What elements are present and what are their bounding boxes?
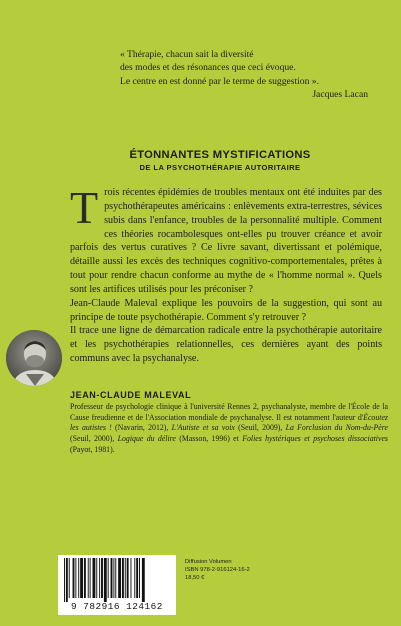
barcode-digits: 9 782916 124162 (71, 601, 163, 612)
barcode-bar (113, 558, 114, 598)
barcode-bar (80, 558, 83, 598)
title-main: ÉTONNANTES MYSTIFICATIONS (129, 149, 311, 161)
barcode-bar (90, 558, 91, 598)
epigraph-author: Jacques Lacan (312, 88, 368, 100)
barcode-bar (142, 558, 145, 602)
bio-text: (Payot, 1981). (70, 444, 115, 454)
blurb-paragraph: Il trace une ligne de démarcation radicale entre la psychothérapie autoritaire et les psychothérapies relationnelles, ces dernières ayant des points communs avec la psychanalyse. (70, 325, 382, 365)
author-bio (70, 402, 388, 456)
barcode-bar (93, 558, 96, 598)
imprint (185, 558, 335, 583)
barcode-bar (75, 558, 76, 598)
barcode-bar (111, 558, 113, 598)
bio-text: (Seuil, 2000), (70, 434, 118, 444)
blurb (70, 182, 382, 366)
epigraph-line: Le centre en est donné par le terme de suggestion ». (120, 75, 319, 87)
blurb-text: rois récentes épidémies de troubles mentaux ont été induites par des psychothérapeutes américains : enlèvements extra-terrestres, sévices subis dans l'enfance, troubles de la personnalité multiple. Comment ces théories rocambolesques ont-elles pu trouver créance et avoir parfois des vertus curatives ? Ce livre savant, divertissant et polémique, détaille aussi les excès des techniques cognitivo-comportementales, prêtes à tout pour rendre chacun conforme au mythe de « l'homme normal ». Quels sont les artifices utilisés pour les préconiser ? (70, 187, 382, 295)
blurb-paragraph: Jean-Claude Maleval explique les pouvoirs de la suggestion, qui sont au principe de toute psychothérapie. Comment s'y retrouver ? (70, 297, 382, 323)
barcode-bar (69, 558, 70, 598)
epigraph-line: des modes et des résonances que ceci évoque. (120, 62, 296, 74)
epigraph-line: « Thérapie, chacun sait la diversité (120, 49, 254, 60)
barcode-bar (131, 558, 132, 598)
barcode-bar (96, 558, 97, 598)
bio-book-title: Logique du délire (117, 434, 176, 444)
barcode-bar (115, 558, 116, 598)
barcode-bar (64, 558, 65, 602)
isbn: ISBN 978-2-916124-16-2 (185, 567, 250, 574)
bio-book-title: L'Autiste et sa voix (171, 423, 235, 433)
bio-text: Professeur de psychologie clinique à l'université Rennes 2, psychanalyste, membre de l'École de la Cause freudienne et de l'Association mondiale de psychanalyse. Il est notamment l'auteur d' (70, 402, 388, 422)
author-portrait (6, 330, 62, 386)
barcode-bar (127, 558, 129, 598)
barcode-bar (73, 558, 75, 598)
distributor: Diffusion Volumen (185, 559, 232, 565)
barcode-bar (99, 558, 100, 598)
book-title (60, 149, 380, 173)
blurb-paragraph (70, 182, 382, 297)
bio-text: (Seuil, 2009), (234, 423, 286, 433)
bio-book-title: La Forclusion du Nom-du-Père (285, 423, 389, 433)
barcode-bar (84, 558, 86, 598)
barcode-bar (101, 558, 103, 598)
barcode-bar (134, 558, 135, 598)
title-subtitle: DE LA PSYCHOTHÉRAPIE AUTORITAIRE (139, 163, 301, 172)
epigraph (120, 48, 368, 101)
author-name: JEAN-CLAUDE MALEVAL (70, 390, 192, 400)
barcode-bar (122, 558, 124, 598)
barcode-bars (63, 558, 171, 602)
bio-text: (Masson, 1996) et (175, 434, 243, 444)
bio-text: (Navarin, 2012), (111, 423, 172, 433)
barcode (58, 555, 176, 615)
barcode-bar (125, 558, 126, 598)
barcode-bar (104, 558, 107, 602)
barcode-bar (118, 558, 121, 598)
barcode-bar (88, 558, 89, 598)
drop-cap: T (70, 182, 99, 233)
barcode-bar (136, 558, 138, 598)
barcode-bar (108, 558, 109, 598)
bio-book-title: Folies hystériques et psychoses dissociatives (242, 434, 388, 444)
bio-book-title: Écoutez les autistes ! (70, 412, 388, 433)
barcode-bar (66, 558, 68, 602)
barcode-bar (78, 558, 79, 598)
price: 18,50 € (185, 575, 205, 582)
barcode-bar (139, 558, 140, 598)
